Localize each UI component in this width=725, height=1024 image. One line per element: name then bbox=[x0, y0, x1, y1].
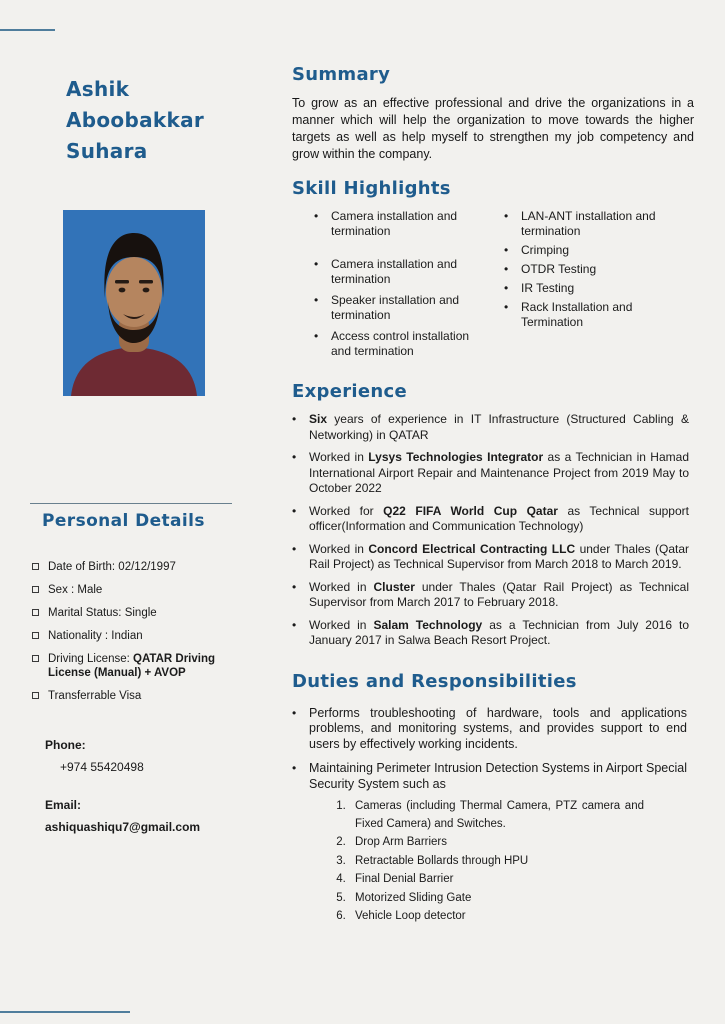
summary-title: Summary bbox=[292, 64, 391, 85]
bullet-icon bbox=[292, 542, 309, 573]
skill-item bbox=[504, 209, 672, 239]
skills-column-1 bbox=[292, 209, 504, 365]
personal-details-title: Personal Details bbox=[42, 511, 205, 531]
email-label: Email: bbox=[45, 798, 82, 812]
numbered-item-text: Final Denial Barrier bbox=[355, 873, 454, 885]
duty-item bbox=[292, 761, 694, 927]
skill-text: Crimping bbox=[521, 243, 570, 257]
name-line: Ashik bbox=[66, 77, 130, 101]
bullet-icon bbox=[504, 262, 521, 277]
checkbox-bullet-icon bbox=[32, 692, 39, 699]
experience-item bbox=[292, 542, 694, 573]
bullet-icon bbox=[292, 412, 309, 443]
numbered-item bbox=[349, 871, 644, 889]
bullet-icon bbox=[292, 761, 309, 927]
personal-detail-text bbox=[48, 689, 141, 703]
candidate-name bbox=[66, 74, 241, 167]
numbered-item-text: Retractable Bollards through HPU bbox=[355, 854, 529, 867]
detail-bold-text: QATAR Driving License (Manual) + AVOP bbox=[48, 653, 216, 679]
numbered-item bbox=[349, 834, 644, 852]
skills-columns bbox=[292, 209, 694, 365]
bullet-icon bbox=[292, 504, 309, 535]
duty-text: Performs troubleshooting of hardware, tools and applications problems, and monitoring systems, and provides support to end users by effectively working incidents. bbox=[309, 705, 687, 751]
duties-list bbox=[292, 706, 694, 927]
experience-text bbox=[309, 412, 689, 443]
name-line: Aboobakkar bbox=[66, 108, 205, 132]
exp-bold: Six bbox=[309, 412, 328, 426]
detail-text: Nationality : Indian bbox=[48, 630, 143, 642]
duties-title: Duties and Responsibilities bbox=[292, 670, 577, 692]
detail-text: Transferrable Visa bbox=[48, 690, 142, 702]
bullet-icon bbox=[504, 209, 521, 239]
experience-text bbox=[309, 450, 689, 497]
name-line: Suhara bbox=[66, 139, 148, 163]
skill-item bbox=[504, 300, 672, 330]
duty-intro-text: Maintaining Perimeter Intrusion Detection Systems in Airport Special Security System such as bbox=[309, 761, 687, 791]
numbered-item bbox=[349, 908, 644, 926]
skill-text: Rack Installation and Termination bbox=[521, 300, 633, 329]
experience-text bbox=[309, 618, 689, 649]
experience-list bbox=[292, 412, 694, 649]
exp-post: as a Technician in Hamad International Airport Repair and Maintenance Project from 2019 May to October 2022 bbox=[309, 450, 689, 495]
personal-detail-item bbox=[32, 560, 230, 574]
experience-item bbox=[292, 412, 694, 443]
detail-text: Sex : Male bbox=[48, 584, 103, 596]
skill-text: Speaker installation and termination bbox=[331, 293, 460, 322]
phone-section bbox=[45, 738, 235, 774]
experience-item bbox=[292, 504, 694, 535]
numbered-item bbox=[349, 853, 644, 871]
numbered-item-text: Vehicle Loop detector bbox=[355, 910, 466, 922]
bullet-icon bbox=[292, 580, 309, 611]
personal-detail-item bbox=[32, 629, 230, 643]
email-section bbox=[45, 798, 235, 834]
summary-text: To grow as an effective professional and drive the organizations in a manner which will help the organization to move towards the higher targets as well as help myself to strengthen my job competency and grow within the company. bbox=[292, 96, 694, 161]
exp-pre: Worked in bbox=[309, 541, 369, 556]
skill-text: LAN-ANT installation and termination bbox=[521, 209, 656, 238]
exp-bold: Cluster bbox=[373, 579, 415, 594]
experience-title: Experience bbox=[292, 381, 407, 402]
personal-details-divider bbox=[30, 503, 232, 504]
bullet-icon bbox=[314, 209, 331, 239]
personal-detail-item bbox=[32, 583, 230, 597]
experience-item bbox=[292, 450, 694, 497]
exp-post: as Technical support officer(Information and Communication Technology) bbox=[309, 503, 689, 533]
experience-text bbox=[309, 542, 689, 573]
skill-text: Camera installation and termination bbox=[331, 209, 458, 238]
skill-text: OTDR Testing bbox=[521, 262, 597, 276]
exp-bold: Q22 FIFA World Cup Qatar bbox=[383, 503, 558, 518]
exp-post: under Thales (Qatar Rail Project) as Technical Supervisor from March 2017 to February 2018. bbox=[309, 579, 689, 609]
numbered-item-text: Drop Arm Barriers bbox=[355, 836, 448, 848]
bullet-icon bbox=[292, 706, 309, 753]
portrait-photo-graphic bbox=[63, 210, 205, 396]
exp-pre: Worked for bbox=[309, 503, 384, 518]
personal-detail-text bbox=[48, 629, 143, 643]
exp-pre: Worked in bbox=[309, 579, 374, 594]
skill-item bbox=[504, 262, 672, 277]
experience-item bbox=[292, 618, 694, 649]
exp-bold: Lysys Technologies Integrator bbox=[368, 450, 544, 464]
top-accent-line bbox=[0, 29, 55, 31]
detail-text: Marital Status: Single bbox=[48, 607, 157, 619]
duties-numbered-list bbox=[349, 798, 644, 926]
portrait-photo bbox=[63, 210, 205, 396]
skills-title: Skill Highlights bbox=[292, 178, 451, 199]
checkbox-bullet-icon bbox=[32, 655, 39, 662]
exp-post: years of experience in IT Infrastructure (Structured Cabling & Networking) in QATAR bbox=[309, 412, 689, 442]
bullet-icon bbox=[314, 329, 331, 359]
exp-bold: Salam Technology bbox=[373, 617, 483, 632]
detail-text: Date of Birth: 02/12/1997 bbox=[48, 561, 176, 573]
skill-text: IR Testing bbox=[521, 281, 575, 295]
checkbox-bullet-icon bbox=[32, 586, 39, 593]
bullet-icon bbox=[314, 257, 331, 287]
bullet-icon bbox=[314, 293, 331, 323]
skill-item bbox=[504, 281, 672, 296]
personal-detail-text bbox=[48, 652, 230, 680]
main-column bbox=[292, 64, 694, 936]
personal-detail-item bbox=[32, 652, 230, 680]
personal-detail-item bbox=[32, 689, 230, 703]
bullet-icon bbox=[292, 450, 309, 497]
personal-detail-text bbox=[48, 606, 157, 620]
exp-post: as a Technician from July 2016 to January 2017 in Salwa Beach Resort Project. bbox=[309, 617, 689, 647]
personal-detail-text bbox=[48, 583, 102, 597]
email-value: ashiquashiqu7@gmail.com bbox=[45, 820, 201, 834]
experience-text bbox=[309, 504, 689, 535]
skill-item bbox=[314, 293, 504, 323]
bullet-icon bbox=[504, 300, 521, 330]
exp-post: under Thales (Qatar Rail Project) as Technical Supervisor from March 2018 to March 2019. bbox=[309, 541, 689, 571]
skill-item bbox=[314, 209, 504, 239]
numbered-item-text: Motorized Sliding Gate bbox=[355, 891, 472, 904]
detail-text: Driving License: bbox=[48, 653, 134, 665]
duty-text bbox=[309, 761, 687, 927]
bullet-icon bbox=[504, 281, 521, 296]
experience-text bbox=[309, 580, 689, 611]
numbered-item-text: Cameras (including Thermal Camera, PTZ camera and Fixed Camera) and Switches. bbox=[355, 800, 644, 830]
personal-detail-item bbox=[32, 606, 230, 620]
bullet-icon bbox=[504, 243, 521, 258]
personal-details-list bbox=[32, 560, 230, 712]
experience-item bbox=[292, 580, 694, 611]
bottom-accent-line bbox=[0, 1011, 130, 1013]
checkbox-bullet-icon bbox=[32, 563, 39, 570]
checkbox-bullet-icon bbox=[32, 632, 39, 639]
numbered-item bbox=[349, 798, 644, 833]
skills-column-2 bbox=[504, 209, 672, 365]
phone-label: Phone: bbox=[45, 738, 86, 752]
numbered-item bbox=[349, 890, 644, 908]
duty-item bbox=[292, 706, 694, 753]
bullet-icon bbox=[292, 618, 309, 649]
skill-item bbox=[504, 243, 672, 258]
skill-text: Access control installation and termination bbox=[331, 329, 470, 358]
exp-pre: Worked in bbox=[309, 617, 374, 632]
skill-text: Camera installation and termination bbox=[331, 257, 458, 286]
exp-pre: Worked in bbox=[309, 450, 369, 464]
checkbox-bullet-icon bbox=[32, 609, 39, 616]
personal-detail-text bbox=[48, 560, 176, 574]
exp-bold: Concord Electrical Contracting LLC bbox=[368, 541, 576, 556]
skill-item bbox=[314, 257, 504, 287]
skill-item bbox=[314, 329, 504, 359]
phone-value: +974 55420498 bbox=[60, 760, 144, 774]
